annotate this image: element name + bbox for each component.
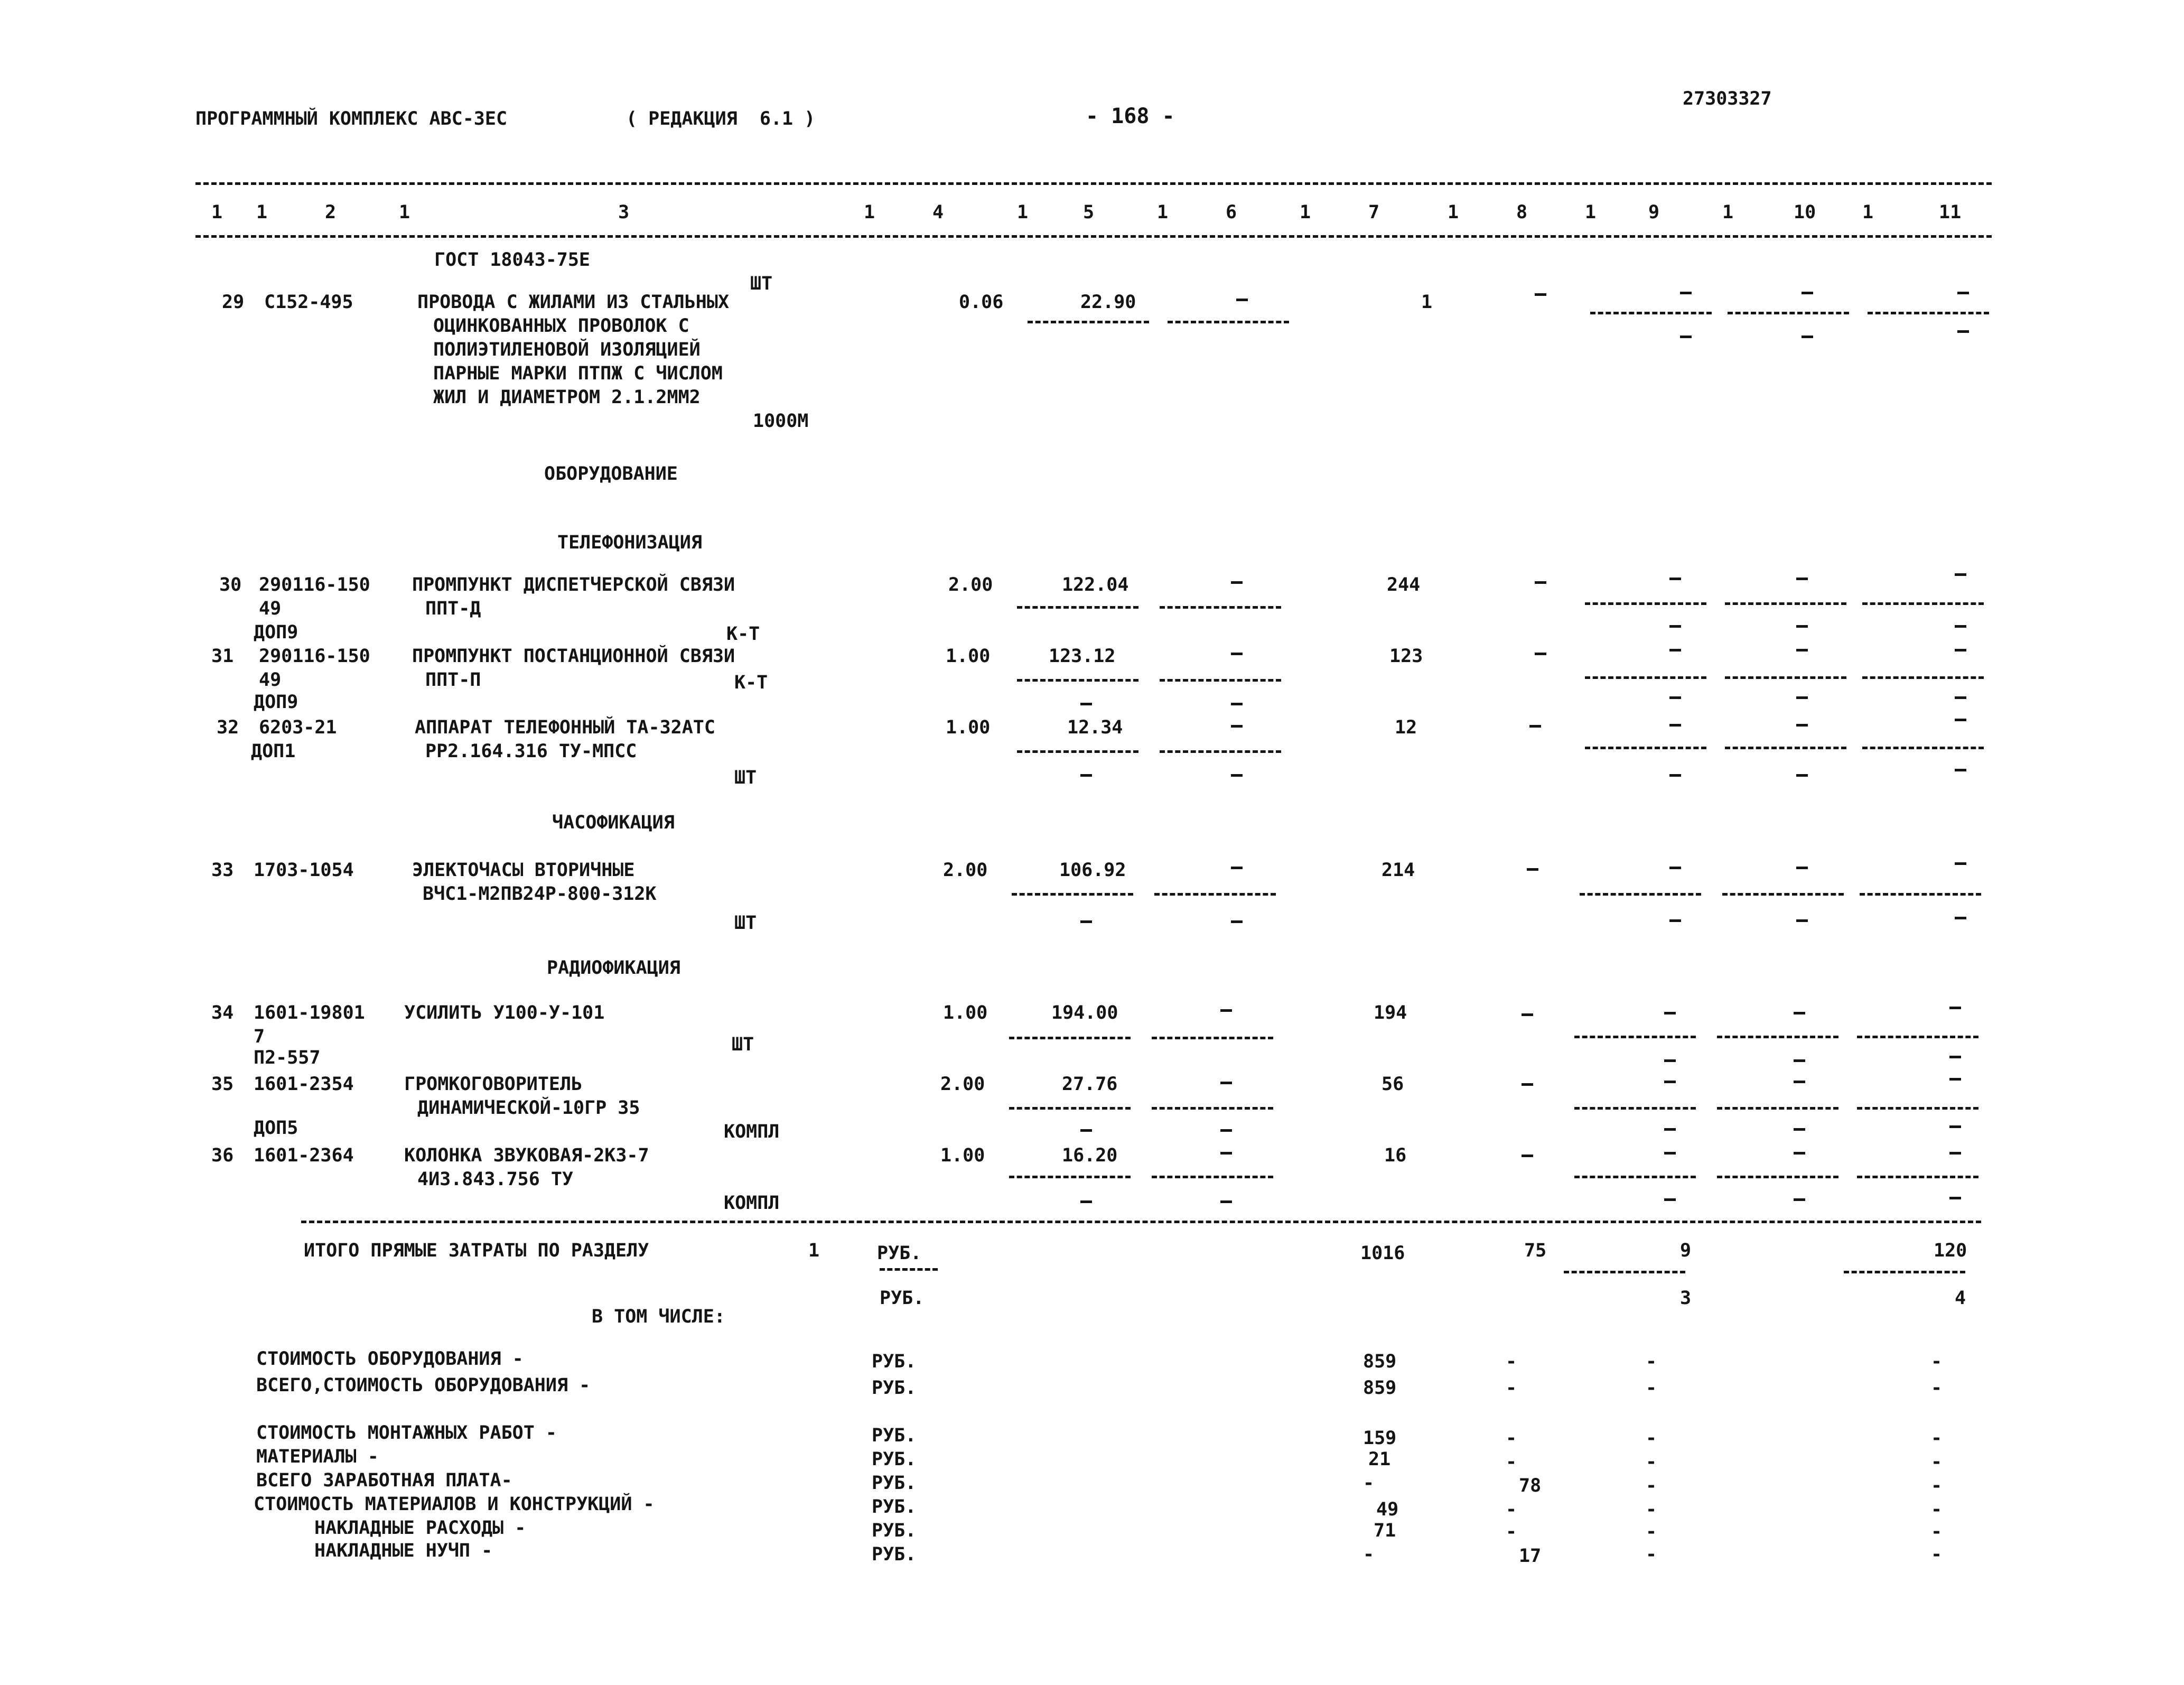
item-total: 194 [1374,1002,1407,1023]
col-header: 4 [932,202,944,223]
dash-mark [1231,774,1243,777]
breakdown-unit: РУБ. [872,1449,917,1470]
breakdown-unit: РУБ. [872,1520,917,1541]
dash-mark [1669,774,1681,777]
dashed-line [1009,1176,1131,1178]
breakdown-col7: - [1363,1473,1375,1494]
col-header: 1 [1585,202,1597,223]
dashed-line [1009,1107,1131,1110]
item-code: 6203-21 [259,717,337,738]
dash-mark [1664,1012,1676,1014]
item-desc-line: ОЦИНКОВАННЫХ ПРОВОЛОК С [433,315,689,337]
dash-mark [1522,1083,1533,1086]
item-desc-line: ПОЛИЭТИЛЕНОВОЙ ИЗОЛЯЦИЕЙ [433,339,701,360]
breakdown-col11: - [1931,1351,1943,1372]
breakdown-col11: - [1931,1544,1943,1565]
total-unit-secondary: РУБ. [880,1288,925,1309]
item-unit: ШТ [734,913,757,934]
item-number: 29 [222,292,245,313]
breakdown-col11: - [1931,1475,1943,1496]
item-desc-line: ПРОВОДА С ЖИЛАМИ ИЗ СТАЛЬНЫХ [417,292,730,313]
item-code: 1601-19801 [254,1002,365,1023]
breakdown-col11: - [1931,1521,1943,1542]
col-header: 1 [399,202,410,223]
dash-mark [1955,862,1966,865]
dash-mark [1669,919,1681,922]
rule-total [301,1221,1981,1223]
dash-mark [1949,1125,1961,1128]
item-code: 290116-150 [259,646,370,667]
item-desc-line: ППТ-Д [425,598,481,619]
dashed-line [1564,1271,1685,1273]
dash-mark [1949,1197,1961,1199]
dash-mark [1949,1056,1961,1058]
item-code: 1703-1054 [254,860,354,881]
section-heading: ЧАСОФИКАЦИЯ [552,812,675,833]
breakdown-label: НАКЛАДНЫЕ НУЧП - [314,1540,493,1561]
breakdown-col7: 71 [1374,1520,1396,1541]
item-number: 33 [211,860,234,881]
item-code-note: ДОП9 [254,622,298,643]
dashed-line [1717,1176,1838,1178]
dashed-line [1590,312,1712,314]
dash-mark [1796,774,1808,777]
dash-mark [1231,581,1243,584]
item-desc-line: ПРОМПУНКТ ДИСПЕТЧЕРСКОЙ СВЯЗИ [412,574,735,595]
breakdown-unit: РУБ. [872,1351,917,1372]
breakdown-col8: - [1506,1499,1517,1520]
dash-mark [1220,1152,1232,1155]
section-heading: РАДИОФИКАЦИЯ [547,957,680,979]
section-heading: ТЕЛЕФОНИЗАЦИЯ [557,532,702,553]
col-header: 2 [325,202,337,223]
dash-mark [1957,292,1969,294]
item-code-suffix: 49 [259,598,282,619]
dash-mark [1220,1009,1232,1012]
breakdown-label: СТОИМОСТЬ МАТЕРИАЛОВ И КОНСТРУКЦИЙ - [254,1494,655,1515]
breakdown-col8: - [1506,1428,1517,1449]
breakdown-col8: - [1506,1351,1517,1372]
item-desc-line: ПРОМПУНКТ ПОСТАНЦИОННОЙ СВЯЗИ [412,646,735,667]
breakdown-unit: РУБ. [872,1473,917,1494]
dash-mark [1794,1152,1805,1155]
dashed-line [1585,747,1706,749]
item-unit: КОМПЛ [724,1121,780,1142]
breakdown-unit: РУБ. [872,1544,917,1565]
dash-mark [1794,1081,1805,1083]
item-number: 31 [211,646,234,667]
breakdown-col9: - [1646,1499,1657,1520]
document-number: 27303327 [1683,88,1772,109]
item-quantity: 1.00 [943,1002,988,1023]
dash-mark [1957,330,1969,333]
item-total: 214 [1382,860,1415,881]
dashed-line [1728,312,1849,314]
dash-mark [1529,725,1541,728]
dash-mark [1796,649,1808,651]
rule-header-bottom [195,235,1992,238]
col-header: 1 [1862,202,1874,223]
item-quantity: 1.00 [946,717,991,738]
item-code: С152-495 [264,292,353,313]
dash-mark [1231,867,1243,869]
col-header: 1 [1300,202,1311,223]
dash-mark [1955,625,1966,628]
item-desc-line: ЭЛЕКТОЧАСЫ ВТОРИЧНЫЕ [412,860,635,881]
breakdown-col8: - [1506,1521,1517,1542]
item-desc-line: УСИЛИТЬ У100-У-101 [404,1002,605,1023]
dash-mark [1236,299,1248,301]
item-desc-line: ГРОМКОГОВОРИТЕЛЬ [404,1074,583,1095]
dash-mark [1080,774,1092,777]
item-price: 27.76 [1062,1074,1118,1095]
dash-mark [1796,578,1808,580]
dashed-line [1862,747,1984,749]
dash-mark [1680,292,1692,294]
item-total: 1 [1421,292,1433,313]
dashed-line [1168,321,1289,323]
item-desc-line: ЖИЛ И ДИАМЕТРОМ 2.1.2ММ2 [433,387,701,408]
item-unit: ШТ [750,273,773,294]
item-code-note: ДОП9 [254,692,298,713]
total-section: 1 [808,1240,820,1261]
dash-mark [1796,625,1808,628]
dashed-line [1722,893,1844,896]
dash-mark [1220,1082,1232,1084]
breakdown-col11: - [1931,1451,1943,1473]
dash-mark [1680,336,1692,338]
col-header: 6 [1226,202,1237,223]
item-quantity: 2.00 [940,1074,985,1095]
item-code: 290116-150 [259,574,370,595]
dash-mark [1802,336,1813,338]
item-code-note: ДОП5 [254,1118,298,1139]
total-label: ИТОГО ПРЯМЫЕ ЗАТРАТЫ ПО РАЗДЕЛУ [304,1240,649,1261]
item-desc-line: 1000М [753,411,809,432]
col-header: 1 [256,202,268,223]
item-desc-line: РР2.164.316 ТУ-МПСС [425,741,637,762]
dashed-line [1028,321,1149,323]
item-quantity: 1.00 [940,1145,985,1166]
item-unit: ШТ [734,767,757,788]
edition: ( РЕДАКЦИЯ 6.1 ) [626,108,816,129]
col-header: 9 [1648,202,1660,223]
item-total: 12 [1395,717,1417,738]
dash-mark [1220,1129,1232,1132]
dash-mark [1522,1155,1533,1157]
dash-mark [1522,1013,1533,1016]
breakdown-col7: 859 [1363,1351,1397,1372]
dashed-line [1009,1037,1131,1039]
dash-mark [1664,1059,1676,1062]
dash-mark [1955,769,1966,771]
breakdown-col7: - [1363,1544,1375,1565]
dash-mark [1794,1198,1805,1201]
dash-mark [1955,719,1966,721]
dash-mark [1794,1059,1805,1062]
item-quantity: 1.00 [946,646,991,667]
dash-mark [1535,653,1546,655]
dash-mark [1949,1152,1961,1155]
dashed-line [1160,606,1281,609]
item-desc-line: 4И3.843.756 ТУ [417,1169,574,1190]
col-header: 1 [1157,202,1169,223]
dashed-line [1154,893,1276,896]
item-code-note: ДОП1 [251,741,296,762]
dashed-line [1857,1107,1978,1110]
page-number: - 168 - [1086,104,1175,128]
breakdown-label: МАТЕРИАЛЫ - [256,1446,379,1467]
item-number: 32 [217,717,239,738]
dashed-line [1160,679,1281,682]
item-price: 106.92 [1059,860,1126,881]
dashed-line [1717,1107,1838,1110]
item-number: 35 [211,1074,234,1095]
dashed-line [1574,1036,1696,1038]
item-price: 22.90 [1080,292,1136,313]
dash-mark [1955,917,1966,919]
dash-mark [1669,696,1681,699]
col-header: 11 [1939,202,1962,223]
item-total: 123 [1389,646,1423,667]
dashed-line [1725,747,1846,749]
col-header: 10 [1794,202,1816,223]
breakdown-col9: - [1646,1428,1657,1449]
dashed-line [1160,750,1281,753]
breakdown-col8: - [1506,1377,1517,1399]
dash-mark [1535,581,1546,584]
item-price: 122.04 [1062,574,1129,595]
breakdown-unit: РУБ. [872,1496,917,1518]
dashed-line [1868,312,1989,314]
breakdown-col8: 17 [1519,1546,1542,1567]
breakdown-col8: 78 [1519,1475,1542,1496]
breakdown-unit: РУБ. [872,1377,917,1399]
dashed-line [1152,1176,1273,1178]
item-number: 34 [211,1002,234,1023]
dash-mark [1669,867,1681,869]
breakdown-col9: - [1646,1521,1657,1542]
dash-mark [1955,696,1966,699]
dash-mark [1535,293,1546,296]
breakdown-col7: 21 [1368,1449,1391,1470]
total-col11-secondary: 4 [1955,1288,1966,1309]
breakdown-label: ВСЕГО,СТОИМОСТЬ ОБОРУДОВАНИЯ - [256,1375,591,1396]
total-col11: 120 [1934,1240,1967,1261]
dash-mark [1080,1129,1092,1132]
dashed-line [1717,1036,1838,1038]
dash-mark [1231,920,1243,923]
breakdown-col11: - [1931,1499,1943,1520]
dashed-line [1574,1107,1696,1110]
item-unit: К-Т [726,623,760,645]
dash-mark [1802,292,1813,294]
breakdown-unit: РУБ. [872,1425,917,1446]
item-unit: КОМПЛ [724,1193,780,1214]
dash-mark [1080,1200,1092,1203]
breakdown-col7: 159 [1363,1428,1397,1449]
dash-mark [1527,868,1538,871]
program-name: ПРОГРАММНЫЙ КОМПЛЕКС АВС-3ЕС [195,108,508,129]
breakdown-col9: - [1646,1544,1657,1565]
item-price: 16.20 [1062,1145,1118,1166]
dash-mark [1664,1128,1676,1131]
dash-mark [1796,696,1808,699]
col-header: 1 [1017,202,1029,223]
col-header: 1 [864,202,875,223]
col-header: 5 [1083,202,1095,223]
in-that-label: В ТОМ ЧИСЛЕ: [592,1306,725,1327]
total-col7: 1016 [1360,1243,1405,1264]
breakdown-col11: - [1931,1428,1943,1449]
total-col8: 75 [1524,1240,1547,1261]
dashed-line [1017,750,1138,753]
dashed-line [1844,1271,1965,1273]
dash-mark [1080,703,1092,705]
dash-mark [1949,1078,1961,1081]
breakdown-col9: - [1646,1451,1657,1473]
dashed-line [1857,1036,1978,1038]
total-col9: 9 [1680,1240,1692,1261]
breakdown-label: СТОИМОСТЬ ОБОРУДОВАНИЯ - [256,1348,524,1370]
item-gost: ГОСТ 18043-75Е [434,249,591,271]
col-header: 7 [1368,202,1380,223]
breakdown-label: НАКЛАДНЫЕ РАСХОДЫ - [314,1518,526,1539]
item-desc-line: ДИНАМИЧЕСКОЙ-10ГР 35 [417,1097,640,1119]
item-price: 12.34 [1067,717,1123,738]
dash-mark [1669,578,1681,580]
dashed-line [1152,1107,1273,1110]
dash-mark [1231,703,1243,705]
item-desc-line: КОЛОНКА ЗВУКОВАЯ-2КЗ-7 [404,1145,649,1166]
item-code: 1601-2364 [254,1145,354,1166]
item-code-suffix: 49 [259,669,282,691]
col-header: 1 [1722,202,1734,223]
item-code-note: П2-557 [254,1047,321,1068]
item-total: 244 [1387,574,1421,595]
dashed-line [1574,1176,1696,1178]
breakdown-label: СТОИМОСТЬ МОНТАЖНЫХ РАБОТ - [256,1422,557,1444]
col-header: 1 [211,202,223,223]
dash-mark [1220,1200,1232,1203]
item-code: 1601-2354 [254,1074,354,1095]
dashed-line [1857,1176,1978,1178]
item-number: 36 [211,1145,234,1166]
item-unit: ШТ [732,1034,754,1055]
dash-mark [1231,725,1243,728]
total-unit: РУБ. [877,1243,922,1264]
item-desc-line: ПАРНЫЕ МАРКИ ПТПЖ С ЧИСЛОМ [433,363,723,384]
breakdown-col9: - [1646,1475,1657,1496]
dash-mark [1669,649,1681,651]
item-quantity: 0.06 [959,292,1004,313]
dashed-line [880,1268,938,1271]
dash-mark [1231,653,1243,655]
item-unit: К-Т [734,672,768,693]
col-header: 8 [1516,202,1528,223]
item-desc-line: ППТ-П [425,669,481,691]
item-desc-line: АППАРАТ ТЕЛЕФОННЫЙ ТА-32АТС [415,717,715,738]
item-total: 56 [1382,1074,1404,1095]
breakdown-col7: 49 [1376,1499,1399,1520]
item-quantity: 2.00 [948,574,993,595]
dashed-line [1725,676,1846,679]
dash-mark [1080,920,1092,923]
rule-top [195,182,1992,185]
dashed-line [1017,606,1138,609]
dash-mark [1794,1128,1805,1131]
item-total: 16 [1384,1145,1407,1166]
breakdown-col9: - [1646,1377,1657,1399]
breakdown-col7: 859 [1363,1377,1397,1399]
dashed-line [1860,893,1981,896]
dashed-line [1017,679,1138,682]
breakdown-label: ВСЕГО ЗАРАБОТНАЯ ПЛАТА- [256,1470,512,1491]
dashed-line [1862,676,1984,679]
col-header: 1 [1448,202,1459,223]
dashed-line [1580,893,1701,896]
item-number: 30 [219,574,242,595]
dashed-line [1725,602,1846,605]
dashed-line [1152,1037,1273,1039]
dash-mark [1664,1081,1676,1083]
dash-mark [1796,919,1808,922]
col-header: 3 [618,202,630,223]
dash-mark [1664,1198,1676,1201]
breakdown-col8: - [1506,1451,1517,1473]
item-price: 123.12 [1049,646,1116,667]
section-heading: ОБОРУДОВАНИЕ [544,463,678,485]
item-code-suffix: 7 [254,1026,265,1047]
dashed-line [1862,602,1984,605]
dashed-line [1585,676,1706,679]
dash-mark [1794,1012,1805,1014]
dash-mark [1669,625,1681,628]
dash-mark [1796,867,1808,869]
item-quantity: 2.00 [943,860,988,881]
dash-mark [1669,724,1681,727]
dash-mark [1664,1152,1676,1155]
breakdown-col9: - [1646,1351,1657,1372]
total-col9-secondary: 3 [1680,1288,1692,1309]
dash-mark [1955,573,1966,576]
item-price: 194.00 [1051,1002,1118,1023]
dash-mark [1949,1007,1961,1009]
breakdown-col11: - [1931,1377,1943,1399]
dashed-line [1012,893,1133,896]
dash-mark [1955,649,1966,651]
dashed-line [1585,602,1706,605]
dash-mark [1796,724,1808,727]
item-desc-line: ВЧС1-М2ПВ24Р-800-312К [423,883,657,905]
